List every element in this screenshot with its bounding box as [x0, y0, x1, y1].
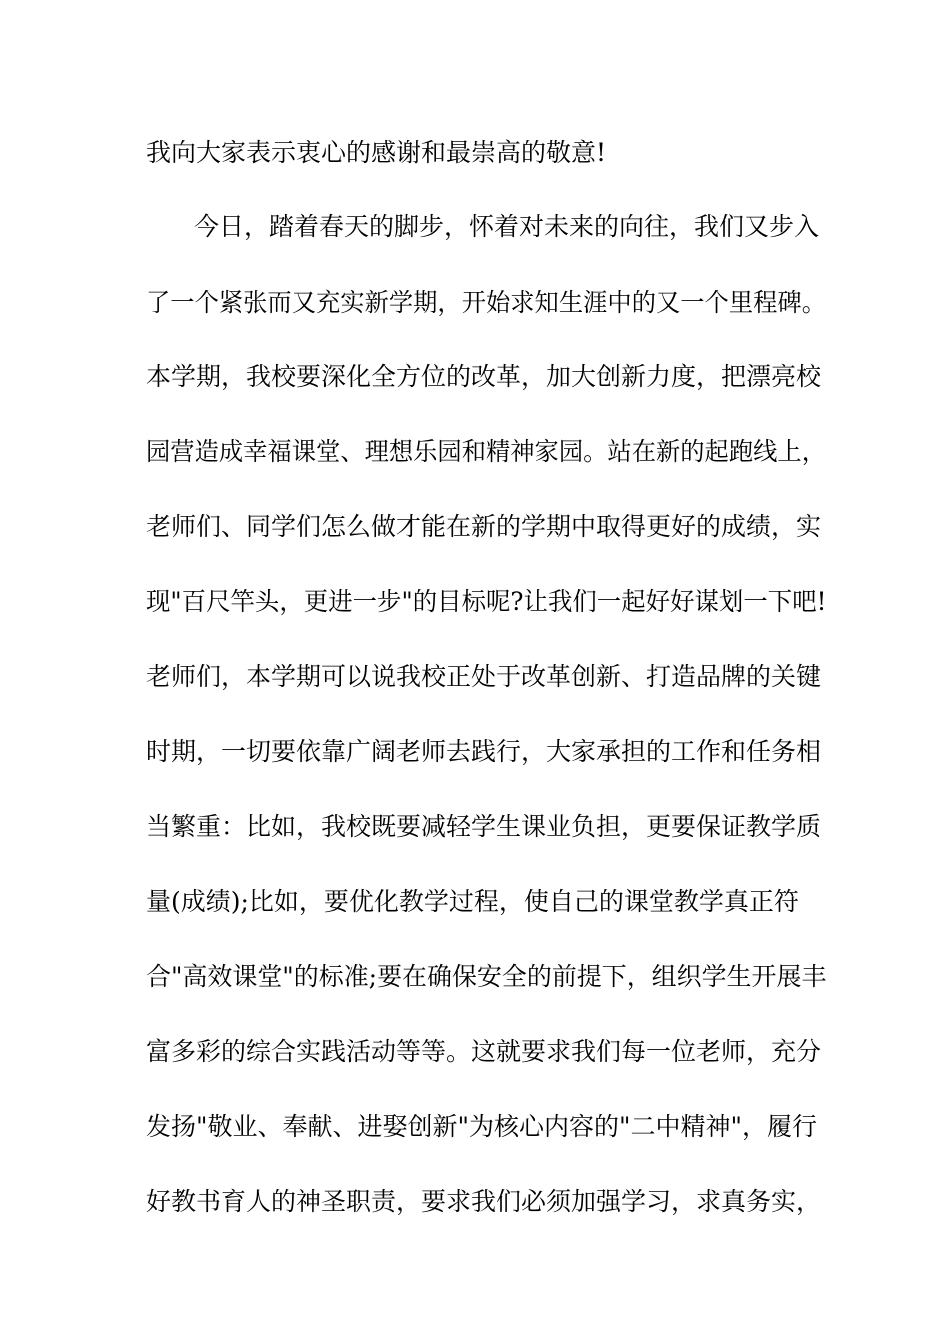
text-line: 现"百尺竿头，更进一步"的目标呢?让我们一起好好谋划一下吧!	[146, 587, 827, 616]
text-line: 园营造成幸福课堂、理想乐园和精神家园。站在新的起跑线上，	[146, 437, 826, 466]
text-line: 老师们、同学们怎么做才能在新的学期中取得更好的成绩，实	[146, 512, 822, 541]
text-line: 我向大家表示衷心的感谢和最崇高的敬意!	[146, 138, 607, 167]
text-line: 量(成绩);比如，要优化教学过程，使自己的课堂教学真正符	[146, 887, 799, 916]
text-line: 好教书育人的神圣职责，要求我们必须加强学习，求真务实，	[146, 1187, 822, 1216]
text-line: 发扬"敬业、奉献、进娶创新"为核心内容的"二中精神"，履行	[146, 1112, 817, 1141]
text-line: 合"高效课堂"的标准;要在确保安全的前提下，组织学生开展丰	[146, 962, 827, 991]
text-line: 当繁重：比如，我校既要减轻学生课业负担，更要保证教学质	[146, 812, 822, 841]
text-line: 今日，踏着春天的脚步，怀着对未来的向往，我们又步入	[194, 212, 820, 241]
text-line: 时期，一切要依靠广阔老师去践行，大家承担的工作和任务相	[146, 737, 822, 766]
text-line: 老师们，本学期可以说我校正处于改革创新、打造品牌的关键	[146, 662, 822, 691]
text-line: 富多彩的综合实践活动等等。这就要求我们每一位老师，充分	[146, 1037, 822, 1066]
text-line: 本学期，我校要深化全方位的改革，加大创新力度，把漂亮校	[146, 362, 822, 391]
text-line: 了一个紧张而又充实新学期，开始求知生涯中的又一个里程碑。	[146, 288, 826, 317]
